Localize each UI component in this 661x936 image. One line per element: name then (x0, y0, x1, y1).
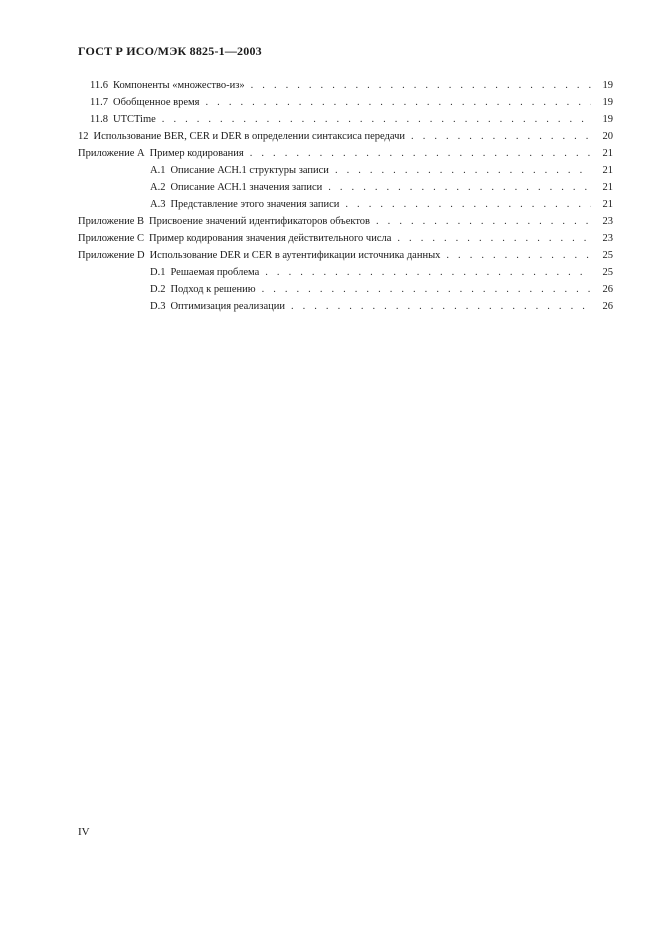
toc-entry (150, 164, 613, 177)
toc-entry-title: Описание АСН.1 значения записи (170, 182, 323, 193)
toc-entry-page: 21 (602, 165, 613, 176)
dot-leader (265, 266, 591, 279)
toc-entry-number: 11.6 (90, 80, 108, 91)
dot-leader (345, 198, 591, 211)
page-number: IV (78, 826, 90, 838)
toc-entry-page: 21 (602, 182, 613, 193)
toc-entry-page: 19 (602, 114, 613, 125)
dot-leader (162, 113, 591, 126)
toc-entry (78, 130, 613, 143)
toc-entry-number: Приложение А (78, 148, 145, 159)
dot-leader (411, 130, 591, 143)
toc-entry-page: 26 (602, 284, 613, 295)
toc-entry (150, 300, 613, 313)
dot-leader (328, 181, 591, 194)
toc-entry-page: 25 (602, 267, 613, 278)
toc-entry-page: 21 (602, 148, 613, 159)
dot-leader (335, 164, 591, 177)
toc-entry (150, 181, 613, 194)
toc-entry-title: Пример кодирования значения действительного числа (148, 233, 392, 244)
toc-entry-number: Приложение В (78, 216, 144, 227)
dot-leader (262, 283, 591, 296)
toc-entry-number: 11.8 (90, 114, 108, 125)
dot-leader (291, 300, 591, 313)
toc-entry-title: Присвоение значений идентификаторов объектов (148, 216, 371, 227)
toc-entry-number: Приложение С (78, 233, 144, 244)
document-header: ГОСТ Р ИСО/МЭК 8825-1—2003 (78, 44, 262, 58)
dot-leader (376, 215, 591, 228)
toc-entry-page: 20 (602, 131, 613, 142)
toc-entry-title: UTCTime (113, 114, 156, 125)
toc-entry-title: Компоненты «множество-из» (113, 80, 245, 91)
toc-entry (78, 232, 613, 245)
toc-entry-number: Приложение D (78, 250, 145, 261)
toc-entry-page: 19 (602, 80, 613, 91)
toc-entry-page: 26 (602, 301, 613, 312)
toc-entry-page: 19 (602, 97, 613, 108)
toc-entry-number: D.1 (150, 267, 166, 278)
dot-leader (446, 249, 591, 262)
toc-entry-title: Обобщенное время (113, 97, 200, 108)
toc-entry-number: А.1 (150, 165, 166, 176)
toc-entry (78, 249, 613, 262)
toc-entry-page: 25 (602, 250, 613, 261)
toc-entry-number: А.2 (150, 182, 166, 193)
toc-entry-number: D.3 (150, 301, 166, 312)
toc-entry (150, 266, 613, 279)
toc-entry (90, 79, 613, 92)
dot-leader (251, 79, 591, 92)
toc-entry (90, 96, 613, 109)
toc-entry-title: Оптимизация реализации (170, 301, 285, 312)
toc-entry (78, 215, 613, 228)
toc-entry-title: Решаемая проблема (170, 267, 260, 278)
toc-entry (150, 283, 613, 296)
dot-leader (206, 96, 591, 109)
toc-entry-title: Пример кодирования (149, 148, 244, 159)
toc-entry (78, 147, 613, 160)
toc-entry-title: Использование DER и CER в аутентификации источника данных (149, 250, 441, 261)
toc-entry-title: Подход к решению (170, 284, 256, 295)
toc-entry-title: Использование BER, CER и DER в определении синтаксиса передачи (93, 131, 406, 142)
toc-entry-title: Описание АСН.1 структуры записи (170, 165, 329, 176)
toc-entry-number: D.2 (150, 284, 166, 295)
dot-leader (250, 147, 591, 160)
toc-entry-number: А.3 (150, 199, 166, 210)
toc-entry-page: 23 (602, 216, 613, 227)
dot-leader (397, 232, 591, 245)
toc-entry-title: Представление этого значения записи (170, 199, 340, 210)
toc-entry-number: 12 (78, 131, 89, 142)
toc-entry-number: 11.7 (90, 97, 108, 108)
toc-entry-page: 21 (602, 199, 613, 210)
toc-entry-page: 23 (602, 233, 613, 244)
toc-entry (150, 198, 613, 211)
toc-entry (90, 113, 613, 126)
